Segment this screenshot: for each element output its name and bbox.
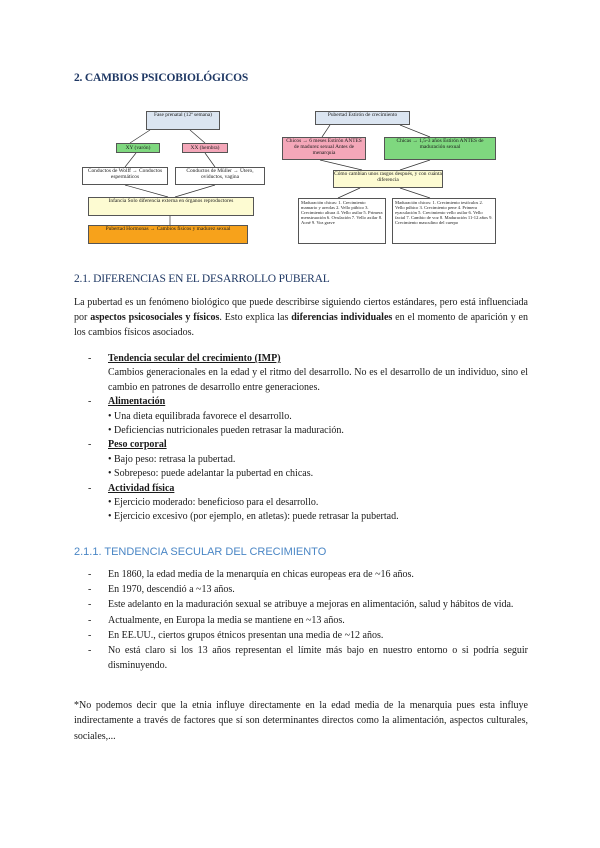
factor-line: • Ejercicio moderado: beneficioso para el desarrollo. bbox=[108, 497, 319, 509]
list-item-text: En 1860, la edad media de la menarquía en chicas europeas era de ~16 años. bbox=[108, 569, 414, 580]
pubertad-hormonas-box: Pubertad Hormonas → Cambios físicos y madurez sexual bbox=[88, 225, 248, 244]
factor-line: • Sobrepeso: puede adelantar la pubertad en chicas. bbox=[108, 468, 314, 480]
intro-text-3: en el momento de aparición y en los cambios físicos asociados. bbox=[74, 312, 528, 338]
factor-line: • Deficiencias nutricionales pueden retrasar la maduración. bbox=[108, 425, 344, 437]
factor-item bbox=[88, 482, 528, 525]
infancia-box: Infancia Solo diferencia externa en órganos reproductores bbox=[88, 197, 254, 216]
differences-box: Cómo cambian unos rasgos después, y con cuánta diferencia bbox=[333, 170, 443, 188]
list-dash: - bbox=[88, 629, 92, 641]
section-heading: 2. CAMBIOS PSICOBIOLÓGICOS bbox=[74, 72, 249, 84]
list-item-text: No está claro si los 13 años representan el límite más bajo en nuestro entorno o si podría seguir disminuyendo. bbox=[108, 645, 528, 672]
subsection-heading: 2.1. DIFERENCIAS EN EL DESARROLLO PUBERAL bbox=[74, 273, 330, 285]
xx-box: XX (hembra) bbox=[182, 143, 228, 153]
list-item-text: Actualmente, en Europa la media se mantiene en ~13 años. bbox=[108, 614, 345, 626]
list-item bbox=[88, 567, 528, 582]
list-item-text: Este adelanto en la maduración sexual se atribuye a mejoras en alimentación, salud y hábitos de vida. bbox=[108, 599, 514, 611]
chicos-box: Chicos → 6 meses Estirón ANTES de madurez sexual Antes de menarquia bbox=[282, 137, 366, 160]
factor-line: • Bajo peso: retrasa la pubertad. bbox=[108, 453, 236, 465]
footnote: *No podemos decir que la etnia influye directamente en la edad media de la menarquia pues esta influye indirectamente a través de factores que sí son determinantes directos como la alimentación, aspectos culturales, sociales,... bbox=[74, 700, 528, 742]
factors-list bbox=[88, 352, 528, 525]
list-item bbox=[88, 643, 528, 673]
factor-line: Cambios generacionales en la edad y el ritmo del desarrollo. No es el desarrollo de un individuo, sino el cambio en patrones de desarrollo entre generaciones. bbox=[108, 367, 528, 393]
list-dash: - bbox=[88, 645, 92, 657]
factor-title: Peso corporal bbox=[108, 439, 167, 451]
muller-box: Conductos de Müller → Útero, oviductos, vagina bbox=[175, 167, 265, 185]
list-dash: - bbox=[88, 614, 92, 626]
factor-title: Alimentación bbox=[108, 396, 166, 408]
subsubsection-heading: 2.1.1. TENDENCIA SECULAR DEL CRECIMIENTO bbox=[74, 546, 327, 558]
list-dash: - bbox=[88, 353, 92, 364]
list-item bbox=[88, 613, 528, 628]
factor-line: • Una dieta equilibrada favorece el desarrollo. bbox=[108, 410, 292, 422]
wolff-box: Conductos de Wolff → Conductos espermáticos bbox=[82, 167, 168, 185]
factor-line: • Ejercicio excesivo (por ejemplo, en atletas): puede retrasar la pubertad. bbox=[108, 511, 399, 523]
factor-title: Tendencia secular del crecimiento (IMP) bbox=[108, 353, 281, 364]
factor-item bbox=[88, 395, 528, 438]
intro-paragraph bbox=[74, 295, 528, 340]
list-item bbox=[88, 628, 528, 643]
list-item bbox=[88, 597, 528, 612]
list-item bbox=[88, 582, 528, 597]
list-item-text: En 1970, descendió a ~13 años. bbox=[108, 584, 235, 596]
list-dash: - bbox=[88, 439, 92, 451]
list-dash: - bbox=[88, 396, 92, 408]
list-dash: - bbox=[88, 482, 92, 494]
list-item-text: En EE.UU., ciertos grupos étnicos presentan una media de ~12 años. bbox=[108, 629, 384, 641]
list-dash: - bbox=[88, 584, 92, 596]
intro-bold-1: aspectos psicosociales y físicos bbox=[90, 312, 220, 323]
xy-box: XY (varón) bbox=[116, 143, 160, 153]
chicas-box: Chicas → 1,5-3 años Estirón ANTES de maduración sexual bbox=[384, 137, 496, 160]
intro-text-1: La pubertad es un fenómeno biológico que puede describirse siguiendo ciertos estándares, pero está influenciada por bbox=[74, 297, 528, 323]
estiron-box: Pubertad Estirón de crecimiento bbox=[315, 111, 410, 125]
list-dash: - bbox=[88, 599, 92, 611]
intro-text-2: . Esto explica las bbox=[219, 312, 292, 323]
secular-trend-list bbox=[88, 567, 528, 673]
boys-maturation-list: Maduración chicos: 1. Crecimiento testículos 2. Vello púbico 3. Crecimiento pene 4. Primera eyaculación 5. Crecimiento vello axilar 6. Vello facial 7. Cambio de voz 8. Maduración 11-12 años 9. Crecimiento masculino del cuerpo bbox=[392, 198, 496, 244]
girls-maturation-list: Maduración chicas: 1. Crecimiento mamario y areolas 2. Vello púbico 3. Crecimiento altura 4. Vello axilar 5. Primera menstruación 6. Ovulación 7. Vello axilar 8. Acné 9. Voz grave bbox=[298, 198, 386, 244]
factor-title: Actividad física bbox=[108, 482, 175, 494]
intro-bold-2: diferencias individuales bbox=[291, 312, 393, 323]
prenatal-box: Fase prenatal (12ª semana) bbox=[146, 111, 220, 130]
factor-item bbox=[88, 352, 528, 395]
factor-item bbox=[88, 438, 528, 481]
list-dash: - bbox=[88, 569, 92, 580]
